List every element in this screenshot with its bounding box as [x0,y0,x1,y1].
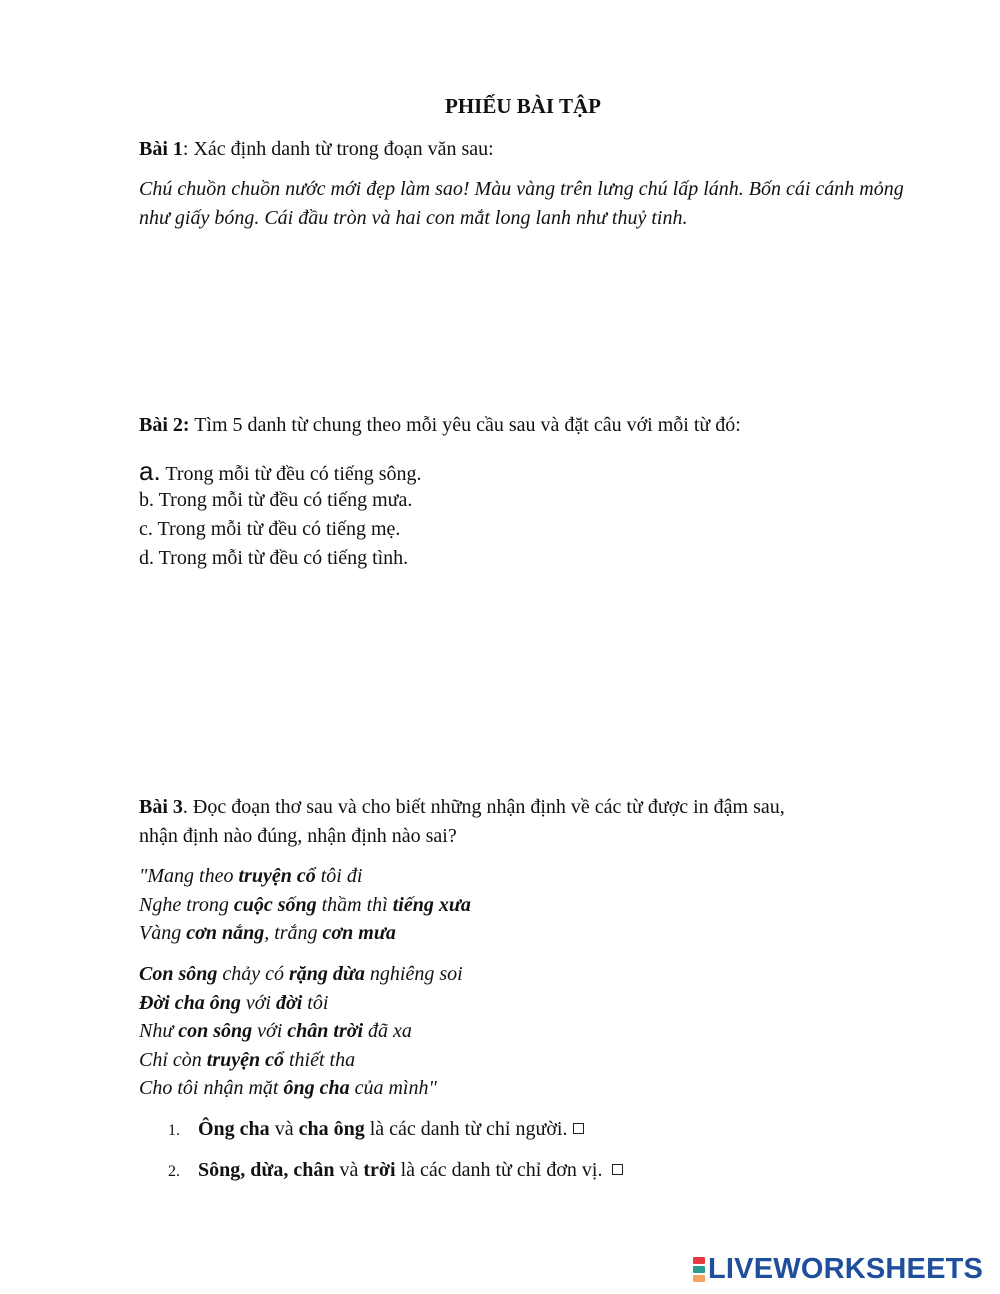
poem-line [139,1046,463,1075]
poem-bold-word: cơn nắng [186,922,265,944]
bai2-item-c: c. Trong mỗi từ đều có tiếng mẹ. [139,518,401,540]
statement-text: và [269,1118,299,1140]
bai2-label: Bài 2: [139,414,190,436]
bai2-item-d: d. Trong mỗi từ đều có tiếng tình. [139,547,409,569]
statement-number: 1. [168,1122,180,1139]
poem-text: nghiêng soi [364,963,463,985]
poem-bold-word: con sông [178,1020,253,1042]
bai2-item-a-marker: a. [139,456,161,486]
poem-bold-word: rặng dừa [289,963,365,985]
poem-text: , trắng [264,922,323,944]
bai1-prompt: : Xác định danh từ trong đoạn văn sau: [182,138,494,160]
bai3-prompt-line1: . Đọc đoạn thơ sau và cho biết những nhận định về các từ được in đậm sau, [182,796,785,818]
poem-stanza-2 [139,960,463,1103]
poem-bold-word: truyện cổ [238,865,316,887]
poem-text: Như [139,1020,179,1042]
poem-text: đã xa [363,1020,412,1042]
bai3-label: Bài 3 [139,796,183,818]
bai3-heading [139,793,785,821]
poem-text: "Mang theo [139,865,239,887]
poem-text: với [240,991,276,1014]
statement-1 [168,1118,584,1141]
poem-line [139,1074,463,1103]
poem-bold-word: Đời cha ông [139,991,241,1014]
statement-bold: Sông, dừa, chân [198,1159,335,1181]
logo-text: LIVEWORKSHEETS [708,1252,984,1285]
poem-text: với [252,1020,288,1042]
logo-mark-block [693,1257,705,1264]
poem-text: thiết tha [284,1048,356,1071]
statement-2 [168,1159,623,1182]
poem-bold-word: chân trời [287,1020,364,1042]
poem-text: Cho tôi nhận mặt [139,1077,284,1099]
statement-bold: trời [363,1159,396,1181]
poem-line [139,862,471,891]
poem-bold-word: ông cha [283,1077,350,1099]
bai2-item-b: b. Trong mỗi từ đều có tiếng mưa. [139,489,413,511]
poem-text: Vàng [139,922,187,944]
statement-bold: cha ông [298,1118,365,1140]
poem-stanza-1 [139,862,471,948]
poem-text: Nghe trong [139,893,234,916]
poem-bold-word: cuộc sống [233,893,317,916]
worksheet-title: PHIẾU BÀI TẬP [445,94,601,118]
bai1-heading [139,135,494,163]
bai1-passage: Chú chuồn chuồn nước mới đẹp làm sao! Màu vàng trên lưng chú lấp lánh. Bốn cái cánh mỏng như giấy bóng. Cái đầu tròn và hai con mắt long lanh như thuỷ tinh. [139,178,904,229]
poem-bold-word: tiếng xưa [392,893,471,916]
logo-mark-block [693,1266,705,1273]
poem-text: thầm thì [316,893,393,916]
poem-text: Chỉ còn [139,1048,207,1071]
poem-line [139,1017,463,1046]
bai1-label: Bài 1 [139,138,183,160]
logo-mark-block [693,1275,705,1282]
statement-text: là các danh từ chỉ người. [364,1118,568,1140]
poem-line [139,891,471,920]
answer-checkbox[interactable] [612,1164,623,1175]
poem-text: tôi [302,991,329,1014]
poem-bold-word: truyện cổ [206,1048,284,1071]
statement-text: là các danh từ chỉ đơn vị. [395,1159,603,1181]
poem-line [139,919,471,948]
poem-line [139,960,463,989]
statement-number: 2. [168,1163,180,1180]
poem-text: tôi đi [315,865,363,887]
poem-bold-word: cơn mưa [322,922,396,944]
poem-text: chảy có [217,963,290,985]
poem-text: của mình" [349,1077,437,1099]
bai2-prompt: Tìm 5 danh từ chung theo mỗi yêu cầu sau và đặt câu với mỗi từ đó: [189,414,741,436]
logo-mark-icon [693,1257,705,1282]
statement-bold: Ông cha [198,1118,270,1140]
answer-checkbox[interactable] [573,1123,584,1134]
statement-text: và [334,1159,364,1181]
poem-bold-word: Con sông [139,963,218,985]
bai2-item-a [139,457,422,488]
bai2-heading [139,411,741,439]
poem-bold-word: đời [275,991,303,1014]
liveworksheets-logo [693,1253,983,1285]
poem-line [139,989,463,1018]
bai3-prompt-line2: nhận định nào đúng, nhận định nào sai? [139,825,457,847]
bai2-item-a-text: Trong mỗi từ đều có tiếng sông. [160,463,422,485]
